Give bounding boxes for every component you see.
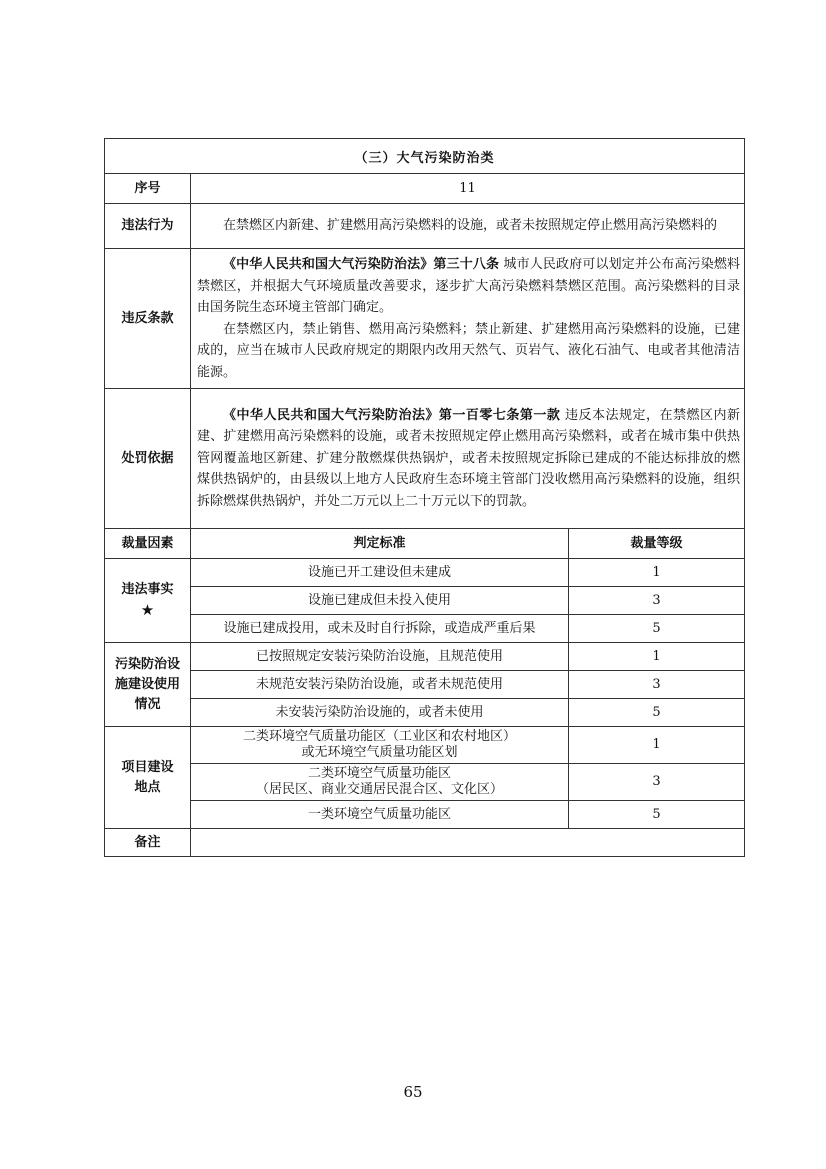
standard-cell: 设施已建成投用，或未及时自行拆除，或造成严重后果 (191, 615, 569, 643)
violation-text: 在禁燃区内新建、扩建燃用高污染燃料的设施，或者未按照规定停止燃用高污染燃料的 (191, 204, 745, 249)
serial-label: 序号 (105, 174, 191, 204)
violated-clause-label: 违反条款 (105, 249, 191, 389)
table-title: （三）大气污染防治类 (105, 139, 745, 174)
header-factor: 裁量因素 (105, 529, 191, 559)
standard-cell: 未规范安装污染防治设施，或者未规范使用 (191, 671, 569, 699)
violation-label: 违法行为 (105, 204, 191, 249)
serial-value: 11 (191, 174, 745, 204)
level-cell: 1 (569, 727, 745, 764)
factor-label-facility: 污染防治设施建设使用情况 (105, 643, 191, 727)
penalty-basis-label: 处罚依据 (105, 389, 191, 529)
level-cell: 5 (569, 801, 745, 829)
level-cell: 3 (569, 587, 745, 615)
level-cell: 1 (569, 643, 745, 671)
penalty-discretion-table (104, 138, 745, 857)
level-cell: 1 (569, 559, 745, 587)
standard-cell: 一类环境空气质量功能区 (191, 801, 569, 829)
standard-cell: 设施已开工建设但未建成 (191, 559, 569, 587)
standard-cell: 设施已建成但未投入使用 (191, 587, 569, 615)
factor-label-location: 项目建设地点 (105, 727, 191, 829)
level-cell: 3 (569, 671, 745, 699)
level-cell: 5 (569, 615, 745, 643)
penalty-basis-law: 《中华人民共和国大气污染防治法》第一百零七条第一款 (223, 407, 561, 423)
remarks-label: 备注 (105, 829, 191, 857)
level-cell: 5 (569, 699, 745, 727)
standard-cell: 二类环境空气质量功能区 （居民区、商业交通居民混合区、文化区） (191, 764, 569, 801)
violated-clause-law: 《中华人民共和国大气污染防治法》第三十八条 (223, 257, 500, 272)
remarks-value (191, 829, 745, 857)
header-level: 裁量等级 (569, 529, 745, 559)
page-number: 65 (403, 1083, 423, 1101)
factor-label-facts: 违法事实 ★ (105, 559, 191, 643)
violated-clause-text: 《中华人民共和国大气污染防治法》第三十八条 城市人民政府可以划定并公布高污染燃料禁燃区，并根据大气环境质量改善要求，逐步扩大高污染燃料禁燃区范围。高污染燃料的目录由国务院生态环境主管部门确定。 在禁燃区内，禁止销售、燃用高污染燃料；禁止新建、扩建燃用高污染燃料的设施，已建成的，应当在城市人民政府规定的期限内改用天然气、页岩气、液化石油气、电或者其他清洁能源。 (191, 249, 745, 389)
star-icon: ★ (140, 600, 155, 619)
standard-cell: 未安装污染防治设施的，或者未使用 (191, 699, 569, 727)
header-standard: 判定标准 (191, 529, 569, 559)
standard-cell: 二类环境空气质量功能区（工业区和农村地区） 或无环境空气质量功能区划 (191, 727, 569, 764)
penalty-basis-text: 《中华人民共和国大气污染防治法》第一百零七条第一款 违反本法规定，在禁燃区内新建、扩建燃用高污染燃料的设施，或者未按照规定停止燃用高污染燃料，或者在城市集中供热管网覆盖地区新建、扩建分散燃煤供热锅炉，或者未按照规定拆除已建成的不能达标排放的燃煤供热锅炉的，由县级以上地方人民政府生态环境主管部门没收燃用高污染燃料的设施，组织拆除燃煤供热锅炉，并处二万元以上二十万元以下的罚款。 (191, 389, 745, 529)
level-cell: 3 (569, 764, 745, 801)
standard-cell: 已按照规定安装污染防治设施，且规范使用 (191, 643, 569, 671)
